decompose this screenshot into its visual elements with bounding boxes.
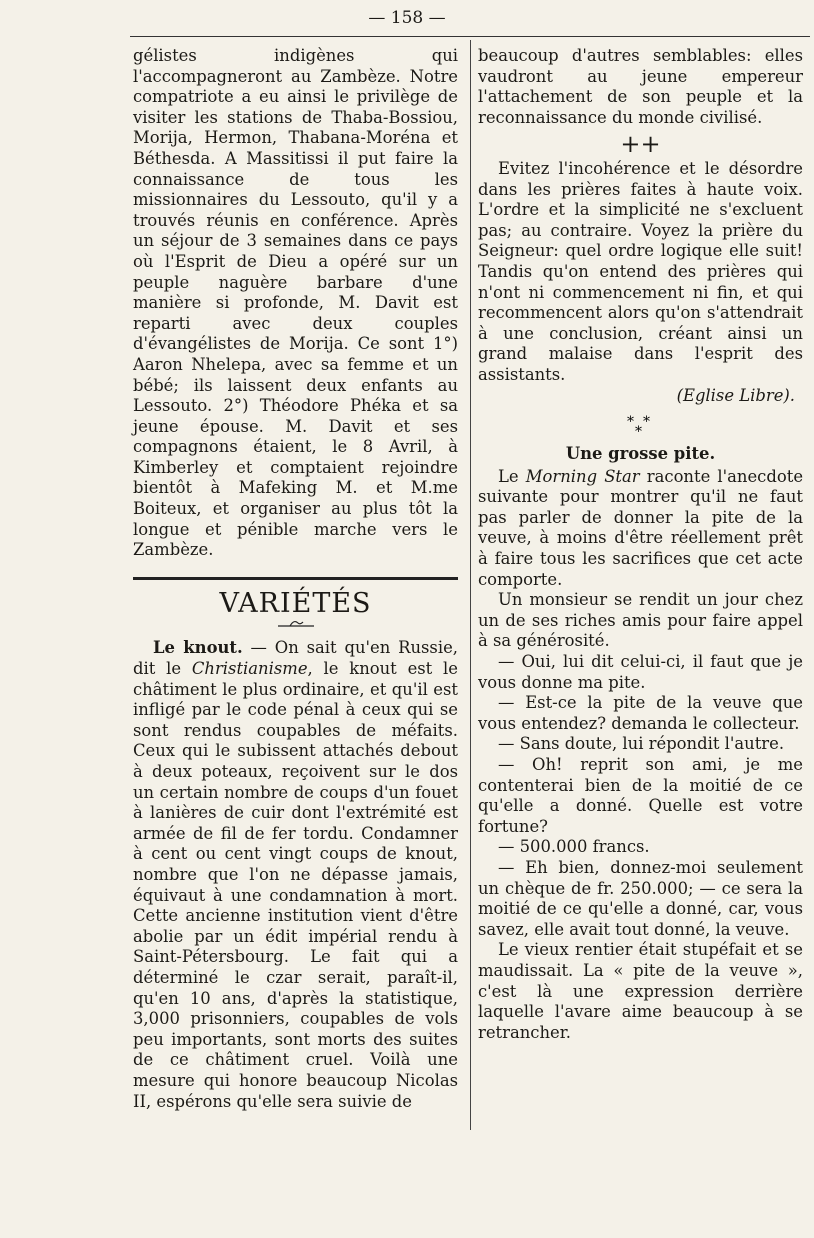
- pite-conclusion: Le vieux rentier était stupéfait et se maudissait. La « pite de la veuve », c'est là une expression derrière laquelle l'avare aime beaucoup à se retrancher.: [478, 940, 803, 1042]
- source-signature: (Eglise Libre).: [676, 385, 795, 405]
- pite-dialogue: — Sans doute, lui répondit l'autre.: [498, 734, 785, 754]
- pite-dialogue: — Eh bien, donnez-moi seulement un chèque de fr. 250.000; — ce sera la moitié de ce qu'elle a donné, car, vous savez, elle avait tout donné, la veuve.: [478, 857, 803, 939]
- left-column: [133, 46, 458, 1112]
- column-divider: [470, 40, 471, 1130]
- knout-source: Christianisme: [191, 659, 308, 679]
- continuation-paragraph: beaucoup d'autres semblables: elles vaudront au jeune empereur l'attachement de son peuple et la reconnaissance du monde civilisé.: [478, 46, 803, 127]
- svg-text:*: *: [626, 414, 634, 431]
- right-column: [478, 46, 803, 1043]
- pite-source: Morning Star: [525, 466, 640, 486]
- pite-intro-2: raconte l'anecdote suivante pour montrer qu'il ne faut pas parler de donner la pite de la veuve, à moins d'être réellement prêt à faire tous les sacrifices que cet acte comporte.: [478, 466, 804, 589]
- crosses-separator: ++: [620, 130, 661, 159]
- header-rule: [130, 36, 810, 37]
- knout-heading: Le knout.: [153, 638, 243, 658]
- pite-dialogue: — Oui, lui dit celui-ci, il faut que je vous donne ma pite.: [478, 652, 803, 692]
- knout-text-2: , le knout est le châtiment le plus ordinaire, et qu'il est infligé par le code pénal à ceux qui se sont rendus coupables de méfaits. Ceux qui le subissent attachés debout à deux poteaux, reçoivent sur le dos un certain nombre de coups d'un fouet à lanières de cuir dont l'extrémité est armée de fil de fer tordu. Condamner à cent ou cent vingt coups de knout, nombre que l'on ne dépasse jamais, équivaut à une condamnation à mort. Cette ancienne institution vient d'être abolie par un édit impérial rendu à Saint-Pétersbourg. Le fait qui a déterminé le czar serait, paraît-il, qu'en 10 ans, d'après la statistique, 3,000 prisonniers, coupables de vols peu importants, sont morts des suites de ce châtiment cruel. Voilà une mesure qui honore beaucoup Nicolas II, espérons qu'elle sera suivie de: [133, 659, 459, 1111]
- prayer-paragraph: Evitez l'incohérence et le désordre dans les prières faites à haute voix. L'ordre et la simplicité ne s'excluent pas; au contraire. Voyez la prière du Seigneur: quel ordre logique elle suit! Tandis qu'on entend des prières qui n'ont ni commencement ni fin, et qui recommencent alors qu'on s'attendrait à une conclusion, créant ainsi un grand malaise dans l'esprit des assistants.: [478, 158, 803, 384]
- svg-text:*: *: [642, 414, 650, 431]
- pite-paragraph: Un monsieur se rendit un jour chez un de ses riches amis pour faire appel à sa générosité.: [478, 590, 803, 651]
- pite-dialogue: — Est-ce la pite de la veuve que vous entendez? demanda le collecteur.: [478, 693, 803, 733]
- section-rule: [133, 577, 458, 580]
- knout-article: [133, 638, 458, 1112]
- section-title: VARIÉTÉS: [219, 587, 372, 619]
- pite-dialogue: — Oh! reprit son ami, je me contenterai bien de la moitié de ce qu'elle a donné. Quelle est votre fortune?: [478, 755, 803, 836]
- asterism-icon: [621, 414, 661, 438]
- ornament-icon: [276, 618, 316, 628]
- pite-dialogue: — 500.000 francs.: [498, 837, 650, 857]
- mission-report-paragraph: gélistes indigènes qui l'accompagneront au Zambèze. Notre compatriote a eu ainsi le privilège de visiter les stations de Thaba-Bossiou, Morija, Hermon, Thabana-Moréna et Béthesda. A Massitissi il put faire la connaissance de tous les missionnaires du Lessouto, qu'il y a trouvés réunis en conférence. Après un séjour de 3 semaines dans ce pays où l'Esprit de Dieu a opéré sur un peuple naguère barbare d'une manière si profonde, M. Davit est reparti avec deux couples d'évangélistes de Morija. Ce sont 1°) Aaron Nhelepa, avec sa femme et un bébé; ils laissent deux enfants au Lessouto. 2°) Théodore Phéka et sa jeune épouse. M. Davit et ses compagnons étaient, le 8 Avril, à Kimberley et comptaient rejoindre bientôt à Mafeking M. et M.me Boiteux, et organiser au plus tôt la longue et pénible marche vers le Zambèze.: [133, 46, 458, 560]
- pite-title: Une grosse pite.: [565, 444, 716, 464]
- page-number: — 158 —: [368, 8, 446, 28]
- pite-intro-1: Le: [498, 466, 526, 486]
- pite-intro: [478, 467, 803, 591]
- svg-text:*: *: [634, 424, 642, 439]
- knout-text-1: — On sait qu'en Russie, dit le: [133, 638, 458, 679]
